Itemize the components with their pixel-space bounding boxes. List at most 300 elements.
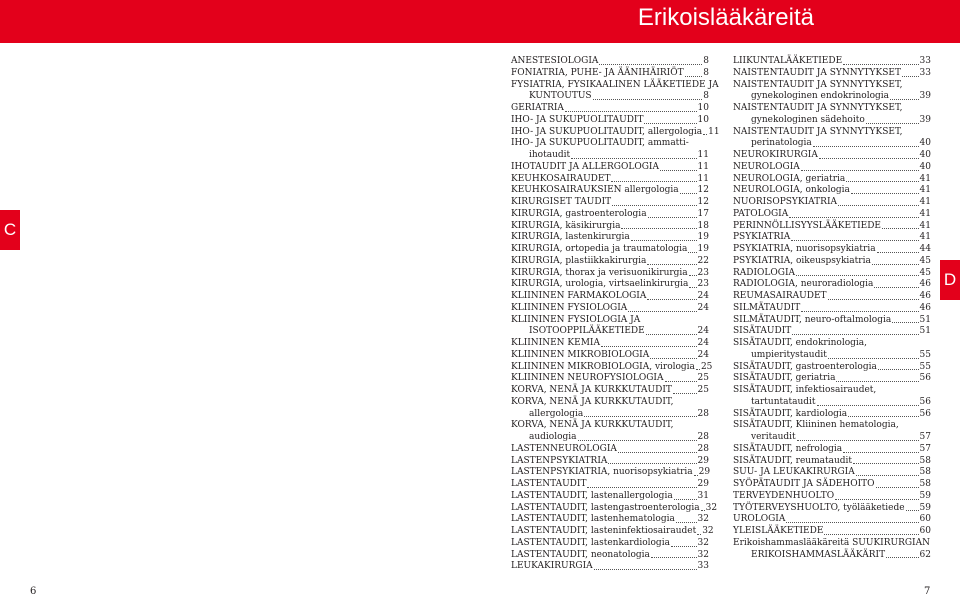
index-entry [511,373,709,385]
entry-label: IHO- JA SUKUPUOLITAUDIT [511,114,644,125]
index-entry [733,279,931,291]
entry-label: SISÄTAUDIT [733,326,792,337]
entry-label: perinatologia [751,138,812,149]
index-entry [511,409,709,421]
index-entry [733,80,931,92]
entry-page-number: 41 [919,185,931,196]
header-banner [0,0,960,43]
entry-label: SISÄTAUDIT, Kliininen hematologia, [733,420,899,431]
entry-label: LASTENTAUDIT, lasteninfektiosairaudet [511,526,697,536]
entry-page-number: 56 [919,408,931,419]
entry-label: KLIININEN KEMIA [511,338,600,348]
index-entry [511,514,709,526]
entry-page-number: 56 [919,373,931,384]
index-entry [733,397,931,409]
entry-page-number: 51 [919,326,931,337]
index-entry [733,550,931,562]
entry-label: NEUROKIRURGIA [733,150,818,160]
entry-page-number: 10 [697,103,709,113]
entry-label: NAISTENTAUDIT JA SYNNYTYKSET, [733,79,903,90]
entry-label: KEUHKOSAIRAUKSIEN allergologia [511,185,679,196]
dot-leader [801,162,919,171]
entry-label: SISÄTAUDIT, gastroenterologia [733,361,877,372]
entry-page-number: 59 [919,490,931,501]
index-entry [733,138,931,150]
index-entry [511,244,709,256]
dot-leader [644,115,696,124]
entry-label: NUORISOPSYKIATRIA [733,197,837,207]
page-number-right: 7 [924,586,931,597]
entry-label: LASTENNEUROLOGIA [511,443,617,454]
dot-leader [621,221,696,230]
dot-leader [647,256,696,265]
index-entry [733,409,931,421]
index-entry [511,56,709,68]
index-entry [733,244,931,256]
index-entry [511,185,709,197]
entry-label: LASTENPSYKIATRIA [511,455,608,466]
index-entry [511,444,709,456]
entry-label: SISÄTAUDIT, reumataudit [733,455,853,466]
entry-page-number: 55 [919,349,931,360]
dot-leader [792,326,918,335]
entry-label: FYSIATRIA, FYSIKAALINEN LÄÄKETIEDE JA [511,79,719,90]
index-entry [733,526,931,538]
index-entry [511,103,709,115]
entry-page-number: 51 [919,314,931,325]
index-entry [733,315,931,327]
dot-leader [578,432,697,441]
dot-leader [673,385,697,394]
dot-leader [819,150,919,159]
entry-label: KORVA, NENÄ JA KURKKUTAUDIT [511,385,672,395]
dot-leader [874,279,918,288]
entry-page-number: 58 [919,455,931,466]
dot-leader [571,150,696,159]
entry-page-number: 57 [919,432,931,442]
index-entry [511,291,709,303]
entry-label: UROLOGIA [733,514,786,525]
index-entry [733,432,931,444]
entry-label: RADIOLOGIA, neuroradiologia [733,279,874,290]
index-entry [733,221,931,233]
entry-page-number: 33 [919,67,931,78]
entry-label: ISOTOOPPILÄÄKETIEDE [529,326,645,337]
index-entry [511,561,709,573]
dot-leader [902,68,919,77]
section-tab-letter: D [943,270,957,289]
entry-page-number: 11 [697,161,709,172]
dot-leader [647,291,696,300]
entry-page-number: 39 [919,91,931,102]
entry-page-number: 32 [702,526,714,536]
entry-page-number: 24 [697,326,709,337]
entry-label: gynekologinen endokrinologia [751,91,890,102]
index-entry [511,162,709,174]
dot-leader [685,68,703,77]
entry-label: KIRURGIA, thorax ja verisuonikirurgia [511,267,688,278]
dot-leader [628,303,696,312]
index-entry [733,479,931,491]
entry-label: LIIKUNTALÄÄKETIEDE [733,56,843,66]
entry-page-number: 57 [919,443,931,454]
entry-label: RADIOLOGIA [733,267,796,278]
dot-leader [584,409,696,418]
index-entry [733,350,931,362]
entry-label: ihotaudit [529,150,571,160]
index-column-middle [511,56,720,573]
index-entry [733,162,931,174]
index-entry [733,197,931,209]
entry-page-number: 8 [703,91,709,102]
index-entry [511,197,709,209]
index-entry [733,150,931,162]
index-entry [511,538,709,550]
entry-label: YLEISLÄÄKETIEDE [733,526,824,536]
dot-leader [587,479,696,488]
entry-page-number: 60 [919,514,931,525]
index-entry [511,420,709,432]
entry-page-number: 55 [919,361,931,372]
entry-page-number: 41 [919,197,931,207]
index-entry [733,185,931,197]
index-entry [511,350,709,362]
entry-label: KIRURGIA, lastenkirurgia [511,232,630,243]
index-entry [733,467,931,479]
entry-label: LASTENTAUDIT, lastenkardiologia [511,537,670,548]
entry-page-number: 40 [919,138,931,149]
entry-page-number: 23 [697,267,709,278]
entry-page-number: 40 [919,161,931,172]
entry-page-number: 29 [697,479,709,489]
dot-leader [671,538,697,547]
index-entry [511,232,709,244]
dot-leader [651,550,697,559]
entry-page-number: 24 [697,349,709,360]
dot-leader [599,56,702,65]
entry-label: KLIININEN MIKROBIOLOGIA [511,349,650,360]
entry-page-number: 32 [697,514,709,525]
entry-page-number: 33 [919,56,931,66]
entry-page-number: 8 [703,67,709,78]
entry-label: NEUROLOGIA [733,161,800,172]
entry-label: TERVEYDENHUOLTO [733,490,835,501]
dot-leader [789,209,918,218]
entry-label: NAISTENTAUDIT JA SYNNYTYKSET [733,67,901,78]
index-entry [511,502,718,515]
entry-page-number: 41 [919,173,931,184]
entry-label: SISÄTAUDIT, nefrologia [733,443,843,454]
entry-page-number: 44 [919,244,931,254]
entry-page-number: 45 [919,267,931,278]
index-entry [733,174,931,186]
entry-label: KEUHKOSAIRAUDET [511,173,611,184]
dot-leader [646,326,697,335]
entry-label: NEUROLOGIA, onkologia [733,185,850,196]
entry-label: SISÄTAUDIT, geriatria [733,373,836,384]
section-tab-d [940,260,960,300]
dot-leader [892,315,918,324]
index-entry [511,303,709,315]
entry-page-number: 41 [919,232,931,243]
entry-page-number: 28 [697,443,709,454]
index-entry [511,79,719,92]
entry-page-number: 29 [697,455,709,466]
entry-page-number: 24 [697,291,709,301]
dot-leader [851,185,919,194]
entry-label: umpieritystaudit [751,349,827,360]
dot-leader [882,221,919,230]
dot-leader [688,244,696,253]
entry-label: PERINNÖLLISYYSLÄÄKETIEDE [733,220,881,231]
dot-leader [866,115,919,124]
entry-label: LASTENTAUDIT, neonatologia [511,549,650,560]
index-entry [733,256,931,268]
entry-page-number: 31 [697,490,709,501]
entry-label: SISÄTAUDIT, endokrinologia, [733,338,867,348]
index-entry [733,491,931,503]
dot-leader [689,279,696,288]
entry-page-number: 46 [919,302,931,313]
entry-page-number: 28 [697,408,709,419]
entry-page-number: 60 [919,526,931,536]
dot-leader [791,232,918,241]
entry-page-number: 32 [697,549,709,560]
entry-page-number: 40 [919,150,931,160]
entry-label: KUNTOUTUS [529,91,592,102]
entry-page-number: 17 [697,208,709,219]
dot-leader [853,456,919,465]
entry-label: KORVA, NENÄ JA KURKKUTAUDIT, [511,420,674,431]
index-entry [511,550,709,562]
entry-label: NAISTENTAUDIT JA SYNNYTYKSET, [733,126,903,137]
index-entry [733,115,931,127]
entry-page-number: 32 [705,502,718,513]
entry-label: SYÖPÄTAUDIT JA SÄDEHOITO [733,479,875,489]
entry-label: KLIININEN FYSIOLOGIA [511,302,628,313]
dot-leader [608,456,696,465]
entry-page-number: 28 [697,432,709,442]
dot-leader [872,256,919,265]
entry-page-number: 56 [919,396,931,407]
index-entry [511,326,709,338]
dot-leader [680,185,697,194]
dot-leader [835,491,918,500]
entry-label: Erikoishammaslääkäreitä SUUKIRURGIAN [733,537,930,548]
entry-page-number: 46 [919,291,931,301]
dot-leader [876,479,919,488]
index-entry [511,456,709,468]
index-entry [511,479,709,491]
index-entry [511,256,709,268]
dot-leader [801,303,918,312]
index-entry [733,232,931,244]
entry-page-number: 39 [919,114,931,125]
index-entry [733,538,931,550]
entry-page-number: 12 [697,197,709,207]
entry-label: PSYKIATRIA, nuorisopsykiatria [733,244,876,254]
dot-leader [689,268,697,277]
dot-leader [631,232,697,241]
dot-leader [828,350,919,359]
index-entry [733,103,931,115]
entry-page-number: 12 [697,185,709,196]
entry-label: ANESTESIOLOGIA [511,56,599,66]
index-entry [733,303,931,315]
dot-leader [886,550,918,559]
dot-leader [618,444,697,453]
index-entry [733,420,931,432]
dot-leader [828,291,919,300]
dot-leader [856,467,919,476]
entry-page-number: 58 [919,479,931,489]
entry-page-number: 29 [698,467,711,478]
entry-label: KIRURGIA, käsikirurgia [511,220,621,231]
index-entry [511,338,709,350]
index-entry [511,115,709,127]
entry-page-number: 33 [697,561,709,572]
dot-leader [838,197,919,206]
index-entry [511,491,709,503]
entry-label: SISÄTAUDIT, infektiosairaudet, [733,385,877,395]
entry-label: KLIININEN NEUROFYSIOLOGIA [511,373,664,384]
dot-leader [650,350,696,359]
entry-label: tartuntataudit [751,396,816,407]
entry-label: PSYKIATRIA, oikeuspsykiatria [733,255,871,266]
entry-label: allergologia [529,408,584,419]
index-entry [511,397,709,409]
index-entry [511,174,709,186]
entry-page-number: 8 [703,56,709,66]
entry-label: SILMÄTAUDIT, neuro-oftalmologia [733,314,892,325]
dot-leader [694,467,698,476]
index-entry [511,91,709,103]
index-entry [511,385,709,397]
dot-leader [594,561,697,570]
entry-label: LASTENTAUDIT, lastengastroenterologia [511,502,700,513]
entry-label: IHO- JA SUKUPUOLITAUDIT, ammatti- [511,138,689,149]
entry-label: ERIKOISHAMMASLÄÄKÄRIT [751,549,886,560]
dot-leader [843,56,918,65]
dot-leader [817,397,919,406]
entry-page-number: 59 [919,502,931,513]
index-entry [511,150,709,162]
entry-page-number: 23 [697,279,709,290]
index-entry [733,291,931,303]
entry-label: TYÖTERVEYSHUOLTO, työlääketiede [733,502,905,513]
entry-label: SISÄTAUDIT, kardiologia [733,408,848,419]
entry-label: audiologia [529,432,577,442]
index-entry [511,526,714,538]
entry-page-number: 18 [697,220,709,231]
index-entry [733,456,931,468]
entry-label: LASTENTAUDIT, lastenhematologia [511,514,675,525]
index-entry [733,514,931,526]
entry-label: SUU- JA LEUKAKIRURGIA [733,467,855,478]
entry-label: LASTENTAUDIT [511,479,587,489]
entry-page-number: 24 [697,302,709,313]
dot-leader [701,503,705,512]
dot-leader [796,268,919,277]
index-entry [733,338,931,350]
entry-page-number: 19 [697,244,709,254]
entry-page-number: 11 [697,150,709,160]
entry-label: GERIATRIA [511,103,564,113]
entry-page-number: 45 [919,255,931,266]
index-entry [733,127,931,139]
index-entry [511,279,709,291]
entry-page-number: 41 [919,208,931,219]
dot-leader [601,338,697,347]
dot-leader [697,526,701,535]
entry-label: KLIININEN MIKROBIOLOGIA, virologia [511,361,695,372]
index-entry [733,268,931,280]
entry-label: KIRURGIA, ortopedia ja traumatologia [511,244,688,254]
section-tab-c [0,210,20,250]
entry-label: FONIATRIA, PUHE- JA ÄÄNIHÄIRIÖT [511,67,684,78]
page-number-left: 6 [30,586,37,597]
index-entry [511,209,709,221]
dot-leader [846,174,918,183]
entry-page-number: 25 [700,361,713,372]
index-entry [511,221,709,233]
index-column-right [733,56,931,561]
dot-leader [593,91,703,100]
index-entry [511,126,720,139]
dot-leader [843,444,918,453]
dot-leader [878,362,919,371]
entry-page-number: 25 [697,373,709,384]
dot-leader [660,162,697,171]
entry-page-number: 19 [697,232,709,243]
index-entry [733,385,931,397]
dot-leader [824,526,918,535]
entry-label: NAISTENTAUDIT JA SYNNYTYKSET, [733,103,903,113]
entry-page-number: 62 [919,549,931,560]
index-entry [733,444,931,456]
entry-label: KLIININEN FARMAKOLOGIA [511,291,647,301]
entry-label: IHO- JA SUKUPUOLITAUDIT, allergologia [511,126,703,137]
dot-leader [813,138,919,147]
entry-page-number: 41 [919,220,931,231]
entry-page-number: 46 [919,279,931,290]
entry-label: LEUKAKIRURGIA [511,561,593,572]
dot-leader [696,362,700,371]
entry-label: KIRURGIA, urologia, virtsaelinkirurgia [511,279,689,290]
entry-label: KIRURGIA, plastiikkakirurgia [511,255,647,266]
entry-label: IHOTAUDIT JA ALLERGOLOGIA [511,161,659,172]
page-title: Erikoislääkäreitä [637,4,814,31]
dot-leader [797,432,919,441]
entry-page-number: 58 [919,467,931,478]
entry-label: veritaudit [751,432,796,442]
index-entry [733,503,931,515]
index-entry [511,268,709,280]
dot-leader [612,197,696,206]
dot-leader [648,209,697,218]
entry-label: LASTENTAUDIT, lastenallergologia [511,490,673,501]
entry-label: LASTENPSYKIATRIA, nuorisopsykiatria [511,467,693,478]
entry-page-number: 32 [697,537,709,548]
entry-label: REUMASAIRAUDET [733,291,827,301]
index-entry [511,138,709,150]
dot-leader [848,409,918,418]
dot-leader [674,491,697,500]
entry-label: NEUROLOGIA, geriatria [733,173,846,184]
entry-label: KIRURGIA, gastroenterologia [511,208,647,219]
dot-leader [565,103,697,112]
dot-leader [665,373,697,382]
